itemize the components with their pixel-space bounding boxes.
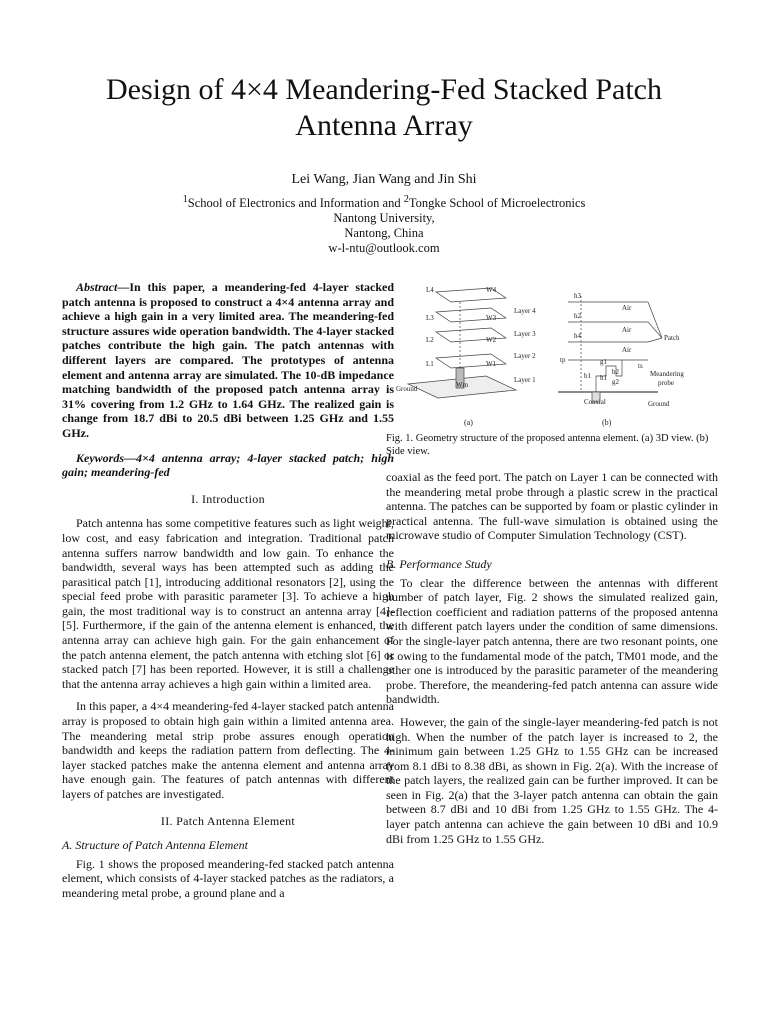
label-W3: W3 [486,314,497,322]
paper-title [0,72,768,144]
label-wm: Wm [456,381,469,389]
label-W2: W2 [486,336,497,344]
affiliation-email: w-l-ntu@outlook.com [328,241,440,256]
label-L1: L1 [426,360,434,368]
label-probe: probe [658,379,674,387]
label-L3: L3 [426,314,434,322]
right-paragraph-2: To clear the difference between the antennas with different number of patch layer, Fig. 2 shows the simulated realized gain, reflection coefficient and radiation patterns of the proposed antenna with different patch layers under the condition of same dimensions. For the single-layer patch antenna, there are two resonant points, one is owing to the fundamental mode of the patch, TM01 mode, and the other one is introduced by the parasitic parameter of the meandering probe. Therefore, the meandering-fed patch antenna can assure wide bandwidth. [386,575,718,707]
abstract [62,280,394,441]
label-meandering: Meandering [650,370,684,378]
subsection-a-paragraph: Fig. 1 shows the proposed meandering-fed stacked patch antenna element, which consists of 4-layer stacked patches as the radiators, a meandering metal probe, a ground plane and a [62,856,394,900]
label-h2: h2 [574,312,581,320]
label-tp: tp [560,356,566,364]
title-line-2: Antenna Array [295,109,473,142]
figure-1 [386,280,718,430]
label-layer2: Layer 2 [514,352,536,360]
label-air-2: Air [622,326,632,334]
label-h3: h3 [574,292,581,300]
affiliation-line-2: Nantong University, [333,211,435,226]
keywords-label: Keywords— [76,450,136,465]
affiliation [0,192,768,256]
label-patch: Patch [664,334,680,342]
intro-paragraph-1: Patch antenna has some competitive features such as light weight, low cost, and easy fabrication and integration. Traditional patch antenna suffers narrow bandwidth and low gain. To enhance the bandwidth, several ways has been attempted such as adding the parasitical patch [1], introducing additional resonators [2], using the special feed probe with parasitic parameter [3]. To achieve a high gain, the most traditional way is to construct an antenna array [4]-[5]. Furthermore, if the gain of the antenna element is enhanced, the antenna array can achieve high gain. For the gain enhancement of the patch antenna element, the patch antenna with etching slot [6] or stacked patch [7] has been reported. However, it is still a challenge that the antenna array achieves a high gain within a limited area. [62,516,394,691]
intro-paragraph-2: In this paper, a 4×4 meandering-fed 4-layer stacked patch antenna array is proposed to obtain high gain within a limited antenna area. The meandering metal strip probe assures enough operation bandwidth and keeps the radiation pattern from deflecting. The 4-layer stacked patches make the antenna element and antenna array have enough gain. The features of patch antennas with different layers of patches are investigated. [62,699,394,801]
label-a: (a) [464,418,473,427]
abstract-text: In this paper, a meandering-fed 4-layer stacked patch antenna is proposed to construct a 4×4 antenna array and achieve a high gain in a very limited area. The meandering-fed structure assures wide operation bandwidth. The 4-layer stacked patches contribute the high gain. The patch antennas with different layers are compared. The prototypes of antenna element and antenna array are simulated. The 10-dB impedance matching bandwidth of the proposed patch antenna array is 31% covering from 1.2 GHz to 1.64 GHz. The realized gain is change from 18.7 dBi to 20.5 dBi between 1.25 GHz and 1.55 GHz. [62,280,394,440]
label-b: (b) [602,418,612,427]
affil-sup-2: 2 [403,194,409,205]
label-coaxial: Coaxial [584,398,606,406]
label-ground-b: Ground [648,400,670,408]
label-h4: h4 [574,332,581,340]
label-L4: L4 [426,286,434,294]
label-layer3: Layer 3 [514,330,536,338]
figure-1-caption: Fig. 1. Geometry structure of the proposed antenna element. (a) 3D view. (b) Side view. [386,433,709,457]
section-introduction-heading: I. Introduction [191,491,265,506]
label-L2: L2 [426,336,434,344]
section-element-heading: II. Patch Antenna Element [160,813,296,828]
affiliation-line-3: Nantong, China [344,226,424,241]
affil-sup-1: 1 [182,194,188,205]
label-g2: g2 [612,378,619,386]
label-b2: b2 [612,368,619,376]
right-paragraph-1: coaxial as the feed port. The patch on Layer 1 can be connected with the meandering metal probe through a plastic screw in the practical antenna. The patches can be supported by foam or plastic cylinder in practical antenna. The full-wave simulation is obtained using the microwave studio of Computer Simulation Technology (CST). [386,470,718,543]
label-layer4: Layer 4 [514,307,536,315]
abstract-label: Abstract— [76,280,130,294]
affiliation-line-1 [0,192,768,211]
label-W1: W1 [486,360,497,368]
label-ground-a: Ground [396,385,418,393]
right-paragraph-3: However, the gain of the single-layer meandering-fed patch is not high. When the number of the patch layer is increased to 2, the minimum gain between 1.25 GHz to 1.55 GHz can be increased from 8.1 dBi to 8.38 dBi, as shown in Fig. 2(a). With the increase of the patch layers, the realized gain can be further improved. It can be seen in Fig. 2(a) that the 3-layer patch antenna can obtain the gain between 8.7 dBi and 10 dBi from 1.25 GHz to 1.55 GHz. The 4-layer patch antenna can achieve the gain between 10 dBi and 10.9 dBi from 1.25 GHz to 1.55 GHz. [386,714,718,846]
label-h1: h1 [600,374,607,382]
right-column [386,470,718,846]
subsection-a-heading: A. Structure of Patch Antenna Element [62,838,248,853]
authors: Lei Wang, Jian Wang and Jin Shi [291,172,477,187]
label-air-3: Air [622,346,632,354]
keywords [62,451,394,480]
affil-school-2: Tongke School of Microelectronics [408,196,586,211]
left-column [62,280,394,901]
label-b1: b1 [584,372,591,380]
label-g1: g1 [600,358,607,366]
title-line-1: Design of 4×4 Meandering-Fed Stacked Patch [106,73,662,106]
label-ts: ts [638,362,643,370]
affil-school-1: School of Electronics and Information and [187,196,404,211]
label-W4: W4 [486,286,497,294]
keywords-text: 4×4 antenna array; 4-layer stacked patch; high gain; meandering-fed [62,450,394,480]
label-air-1: Air [622,304,632,312]
label-layer1: Layer 1 [514,376,536,384]
subsection-b-heading: B. Performance Study [386,556,492,571]
